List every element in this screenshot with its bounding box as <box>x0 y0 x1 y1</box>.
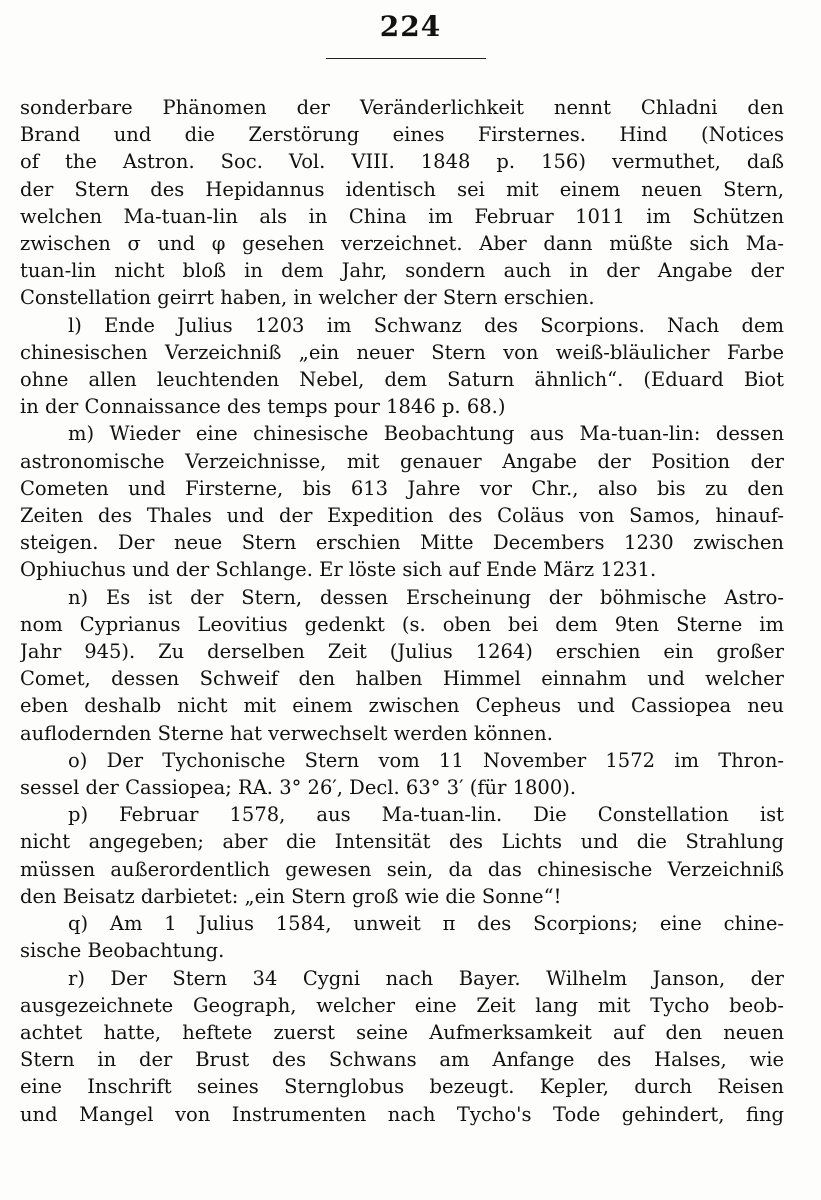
text-line: Comet, dessen Schweif den halben Himmel einnahm und welcher <box>20 667 784 691</box>
text-line: der Stern des Hepidannus identisch sei mit einem neuen Stern, <box>20 177 784 201</box>
text-line: tuan-lin nicht bloß in dem Jahr, sondern auch in der Angabe der <box>20 259 784 283</box>
text-line: in der Connaissance des temps pour 1846 p. 68.) <box>20 395 506 419</box>
text-line: eben deshalb nicht mit einem zwischen Cepheus und Cassiopea neu <box>20 694 784 718</box>
text-line: den Beisatz darbietet: „ein Stern groß wie die Sonne“! <box>20 884 562 908</box>
text-line: steigen. Der neue Stern erschien Mitte Decembers 1230 zwischen <box>20 531 784 555</box>
text-line: auflodernden Sterne hat verwechselt werden können. <box>20 721 553 745</box>
text-line: nom Cyprianus Leovitius gedenkt (s. oben bei dem 9ten Sterne im <box>20 612 784 636</box>
text-line: zwischen σ und φ gesehen verzeichnet. Aber dann müßte sich Ma- <box>20 232 784 256</box>
text-line: und Mangel von Instrumenten nach Tycho's Tode gehindert, fing <box>20 1102 784 1126</box>
text-line: ausgezeichnete Geograph, welcher eine Zeit lang mit Tycho beob- <box>20 993 784 1017</box>
text-line: chinesischen Verzeichniß „ein neuer Stern von weiß-bläulicher Farbe <box>20 340 784 364</box>
text-line: n) Es ist der Stern, dessen Erscheinung der böhmische Astro- <box>68 585 784 609</box>
text-line: Constellation geirrt haben, in welcher der Stern erschien. <box>20 286 595 310</box>
text-line: astronomische Verzeichnisse, mit genauer Angabe der Position der <box>20 449 784 473</box>
text-line: of the Astron. Soc. Vol. VIII. 1848 p. 156) vermuthet, daß <box>20 150 784 174</box>
text-line: Stern in der Brust des Schwans am Anfange des Halses, wie <box>20 1048 784 1072</box>
text-line: welchen Ma-tuan-lin als in China im Februar 1011 im Schützen <box>20 204 784 228</box>
text-line: achtet hatte, heftete zuerst seine Aufmerksamkeit auf den neuen <box>20 1020 784 1044</box>
text-line: Cometen und Firsterne, bis 613 Jahre vor Chr., also bis zu den <box>20 476 784 500</box>
text-line: l) Ende Julius 1203 im Schwanz des Scorpions. Nach dem <box>68 313 784 337</box>
text-line: Brand und die Zerstörung eines Firsternes. Hind (Notices <box>20 123 784 147</box>
text-line: o) Der Tychonische Stern vom 11 November 1572 im Thron- <box>68 748 784 772</box>
text-line: eine Inschrift seines Sternglobus bezeugt. Kepler, durch Reisen <box>20 1075 784 1099</box>
text-line: m) Wieder eine chinesische Beobachtung aus Ma-tuan-lin: dessen <box>68 422 784 446</box>
body-text <box>20 94 784 1128</box>
text-line: Zeiten des Thales und der Expedition des Coläus von Samos, hinauf- <box>20 504 784 528</box>
text-line: sische Beobachtung. <box>20 939 225 963</box>
text-line: Jahr 945). Zu derselben Zeit (Julius 1264) erschien ein großer <box>20 640 784 664</box>
text-line: müssen außerordentlich gewesen sein, da das chinesische Verzeichniß <box>20 857 784 881</box>
text-line: sessel der Cassiopea; RA. 3° 26′, Decl. 63° 3′ (für 1800). <box>20 776 577 800</box>
page-number: 224 <box>379 10 442 43</box>
text-line: ohne allen leuchtenden Nebel, dem Saturn ähnlich“. (Eduard Biot <box>20 368 784 392</box>
text-line: sonderbare Phänomen der Veränderlichkeit nennt Chladni den <box>20 96 784 119</box>
header-rule <box>326 58 486 59</box>
text-line: q) Am 1 Julius 1584, unweit π des Scorpions; eine chine- <box>68 912 784 936</box>
text-line: r) Der Stern 34 Cygni nach Bayer. Wilhelm Janson, der <box>68 966 784 990</box>
text-line: Ophiuchus und der Schlange. Er löste sich auf Ende März 1231. <box>20 558 657 582</box>
text-line: nicht angegeben; aber die Intensität des Lichts und die Strahlung <box>20 830 784 854</box>
text-line: p) Februar 1578, aus Ma-tuan-lin. Die Constellation ist <box>68 803 784 827</box>
